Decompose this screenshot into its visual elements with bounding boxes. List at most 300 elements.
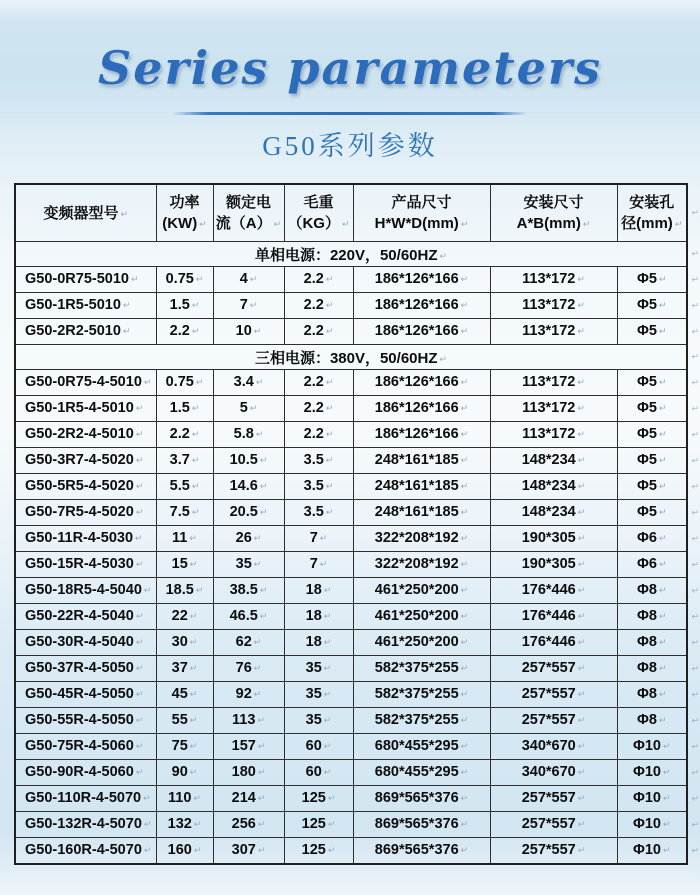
value-cell: 18 ↵: [284, 604, 353, 630]
value-cell: 157 ↵: [213, 734, 284, 760]
value-cell: 26 ↵: [213, 526, 284, 552]
table-row: [15, 786, 687, 812]
value-cell: 1.5 ↵: [156, 396, 213, 422]
cell-return-mark: ↵: [460, 377, 469, 387]
cell-return-mark: ↵: [195, 585, 204, 595]
value-cell: Φ10 ↵ ↵: [617, 786, 687, 812]
cell-return-mark: ↵: [460, 819, 469, 829]
value-cell: 1.5 ↵: [156, 293, 213, 319]
cell-return-mark: ↵: [577, 274, 585, 284]
cell-return-mark: ↵: [577, 300, 585, 310]
value-cell: 176*446 ↵: [490, 578, 617, 604]
cell-return-mark: ↵: [577, 819, 586, 829]
value-cell: 38.5 ↵: [213, 578, 284, 604]
cell-return-mark: ↵: [325, 300, 334, 310]
value-cell: 148*234 ↵: [490, 474, 617, 500]
table-row: [15, 526, 687, 552]
cell-return-mark: ↵: [189, 559, 198, 569]
value-cell: 2.2 ↵: [284, 370, 353, 396]
row-end-mark: ↵: [691, 403, 699, 413]
column-header: 毛重 （KG） ↵: [284, 184, 353, 242]
model-cell: G50-1R5-5010 ↵: [15, 293, 156, 319]
cell-return-mark: ↵: [259, 611, 268, 621]
row-end-mark: ↵: [691, 559, 699, 569]
cell-return-mark: ↵: [191, 326, 200, 336]
cell-return-mark: ↵: [439, 353, 448, 364]
value-cell: 2.2 ↵: [284, 422, 353, 448]
value-cell: 3.7 ↵: [156, 448, 213, 474]
row-end-mark: ↵: [691, 611, 699, 621]
column-header: 变频器型号 ↵: [15, 184, 156, 242]
cell-return-mark: ↵: [658, 559, 667, 569]
cell-return-mark: ↵: [259, 507, 268, 517]
value-cell: 125 ↵: [284, 838, 353, 865]
cell-return-mark: ↵: [135, 663, 144, 673]
cell-return-mark: ↵: [131, 274, 139, 284]
value-cell: 37 ↵: [156, 656, 213, 682]
value-cell: 186*126*166 ↵: [353, 396, 490, 422]
cell-return-mark: ↵: [323, 715, 332, 725]
cell-return-mark: ↵: [135, 455, 144, 465]
value-cell: 62 ↵: [213, 630, 284, 656]
value-cell: 60 ↵: [284, 760, 353, 786]
value-cell: 148*234 ↵: [490, 448, 617, 474]
value-cell: 75 ↵: [156, 734, 213, 760]
cell-return-mark: ↵: [577, 377, 585, 387]
value-cell: Φ6 ↵ ↵: [617, 526, 687, 552]
model-cell: G50-0R75-5010 ↵: [15, 267, 156, 293]
cell-return-mark: ↵: [674, 219, 683, 229]
model-cell: G50-160R-4-5070 ↵: [15, 838, 156, 865]
value-cell: 307 ↵: [213, 838, 284, 865]
cell-return-mark: ↵: [460, 559, 469, 569]
cell-return-mark: ↵: [460, 219, 469, 229]
model-cell: G50-1R5-4-5010 ↵: [15, 396, 156, 422]
table-row: [15, 578, 687, 604]
value-cell: 125 ↵: [284, 786, 353, 812]
cell-return-mark: ↵: [253, 533, 262, 543]
model-cell: G50-75R-4-5060 ↵: [15, 734, 156, 760]
cell-return-mark: ↵: [577, 637, 586, 647]
cell-return-mark: ↵: [195, 377, 204, 387]
value-cell: Φ8 ↵ ↵: [617, 604, 687, 630]
value-cell: 113*172 ↵: [490, 319, 617, 345]
table-row: [15, 396, 687, 422]
value-cell: 582*375*255 ↵: [353, 708, 490, 734]
cell-return-mark: ↵: [577, 455, 586, 465]
value-cell: 869*565*376 ↵: [353, 786, 490, 812]
value-cell: 7 ↵: [284, 552, 353, 578]
cell-return-mark: ↵: [460, 274, 469, 284]
model-cell: G50-55R-4-5050 ↵: [15, 708, 156, 734]
table-row: [15, 708, 687, 734]
cell-return-mark: ↵: [658, 274, 667, 284]
value-cell: Φ5 ↵ ↵: [617, 474, 687, 500]
cell-return-mark: ↵: [189, 689, 198, 699]
cell-return-mark: ↵: [193, 819, 202, 829]
value-cell: 132 ↵: [156, 812, 213, 838]
value-cell: 186*126*166 ↵: [353, 422, 490, 448]
model-cell: G50-11R-4-5030 ↵: [15, 526, 156, 552]
cell-return-mark: ↵: [460, 637, 469, 647]
row-end-mark: ↵: [691, 585, 699, 595]
cell-return-mark: ↵: [460, 767, 469, 777]
cell-return-mark: ↵: [189, 611, 198, 621]
value-cell: 4 ↵: [213, 267, 284, 293]
value-cell: 35 ↵: [284, 682, 353, 708]
value-cell: 680*455*295 ↵: [353, 734, 490, 760]
value-cell: 248*161*185 ↵: [353, 500, 490, 526]
value-cell: Φ8 ↵ ↵: [617, 708, 687, 734]
cell-return-mark: ↵: [577, 429, 585, 439]
value-cell: 35 ↵: [284, 708, 353, 734]
value-cell: 322*208*192 ↵: [353, 552, 490, 578]
value-cell: 248*161*185 ↵: [353, 474, 490, 500]
value-cell: 35 ↵: [213, 552, 284, 578]
value-cell: 869*565*376 ↵: [353, 838, 490, 865]
value-cell: 869*565*376 ↵: [353, 812, 490, 838]
section-header-row: [15, 345, 687, 370]
value-cell: 257*557 ↵: [490, 708, 617, 734]
cell-return-mark: ↵: [193, 793, 201, 803]
cell-return-mark: ↵: [319, 559, 328, 569]
cell-return-mark: ↵: [658, 611, 667, 621]
cell-return-mark: ↵: [259, 585, 268, 595]
cell-return-mark: ↵: [143, 585, 152, 595]
cell-return-mark: ↵: [460, 326, 469, 336]
value-cell: 0.75 ↵: [156, 267, 213, 293]
value-cell: 11 ↵: [156, 526, 213, 552]
value-cell: 2.2 ↵: [284, 293, 353, 319]
table-row: [15, 500, 687, 526]
value-cell: 35 ↵: [284, 656, 353, 682]
value-cell: 7 ↵: [284, 526, 353, 552]
cell-return-mark: ↵: [122, 326, 131, 336]
table-header-row: [15, 184, 687, 242]
cell-return-mark: ↵: [577, 585, 586, 595]
cell-return-mark: ↵: [460, 429, 469, 439]
spec-table-container: [14, 183, 699, 865]
cell-return-mark: ↵: [460, 455, 469, 465]
value-cell: 2.2 ↵: [284, 267, 353, 293]
cell-return-mark: ↵: [135, 559, 144, 569]
cell-return-mark: ↵: [143, 819, 152, 829]
cell-return-mark: ↵: [577, 559, 586, 569]
cell-return-mark: ↵: [323, 611, 332, 621]
value-cell: 176*446 ↵: [490, 630, 617, 656]
cell-return-mark: ↵: [257, 819, 266, 829]
cell-return-mark: ↵: [249, 300, 258, 310]
cell-return-mark: ↵: [253, 326, 262, 336]
cell-return-mark: ↵: [460, 689, 469, 699]
cell-return-mark: ↵: [135, 741, 144, 751]
row-end-mark: ↵: [691, 793, 699, 803]
row-end-mark: ↵: [691, 429, 699, 439]
cell-return-mark: ↵: [189, 715, 198, 725]
cell-return-mark: ↵: [255, 377, 264, 387]
value-cell: 10.5 ↵: [213, 448, 284, 474]
cell-return-mark: ↵: [323, 767, 332, 777]
value-cell: 2.2 ↵: [156, 319, 213, 345]
value-cell: 113*172 ↵: [490, 422, 617, 448]
cell-return-mark: ↵: [193, 845, 202, 855]
value-cell: 18.5 ↵: [156, 578, 213, 604]
cell-return-mark: ↵: [135, 507, 144, 517]
section-title: 单相电源：220V，50/60HZ ↵ ↵: [15, 242, 687, 267]
value-cell: 5 ↵: [213, 396, 284, 422]
value-cell: 582*375*255 ↵: [353, 656, 490, 682]
table-row: [15, 293, 687, 319]
cell-return-mark: ↵: [658, 377, 667, 387]
cell-return-mark: ↵: [191, 403, 200, 413]
table-row: [15, 319, 687, 345]
value-cell: 2.2 ↵: [284, 396, 353, 422]
row-end-mark: ↵: [691, 767, 699, 777]
table-row: [15, 630, 687, 656]
cell-return-mark: ↵: [658, 637, 667, 647]
value-cell: Φ8 ↵ ↵: [617, 578, 687, 604]
value-cell: 30 ↵: [156, 630, 213, 656]
value-cell: 680*455*295 ↵: [353, 760, 490, 786]
cell-return-mark: ↵: [460, 741, 469, 751]
value-cell: 5.5 ↵: [156, 474, 213, 500]
value-cell: Φ10 ↵ ↵: [617, 812, 687, 838]
cell-return-mark: ↵: [460, 300, 469, 310]
cell-return-mark: ↵: [191, 300, 200, 310]
cell-return-mark: ↵: [658, 533, 667, 543]
value-cell: 90 ↵: [156, 760, 213, 786]
row-end-mark: ↵: [691, 351, 699, 362]
cell-return-mark: ↵: [460, 715, 469, 725]
cell-return-mark: ↵: [257, 715, 265, 725]
cell-return-mark: ↵: [135, 533, 143, 543]
value-cell: 582*375*255 ↵: [353, 682, 490, 708]
cell-return-mark: ↵: [327, 845, 336, 855]
table-row: [15, 812, 687, 838]
cell-return-mark: ↵: [577, 689, 586, 699]
cell-return-mark: ↵: [323, 637, 332, 647]
row-end-mark: ↵: [691, 689, 699, 699]
cell-return-mark: ↵: [191, 455, 200, 465]
value-cell: 92 ↵: [213, 682, 284, 708]
model-cell: G50-2R2-5010 ↵: [15, 319, 156, 345]
row-end-mark: ↵: [691, 715, 699, 725]
page-header: [0, 0, 700, 163]
cell-return-mark: ↵: [341, 219, 350, 229]
cell-return-mark: ↵: [460, 403, 469, 413]
cell-return-mark: ↵: [135, 637, 144, 647]
value-cell: 2.2 ↵: [284, 319, 353, 345]
value-cell: 60 ↵: [284, 734, 353, 760]
value-cell: 148*234 ↵: [490, 500, 617, 526]
value-cell: 256 ↵: [213, 812, 284, 838]
cell-return-mark: ↵: [662, 819, 671, 829]
value-cell: Φ5 ↵ ↵: [617, 500, 687, 526]
value-cell: 180 ↵: [213, 760, 284, 786]
value-cell: 190*305 ↵: [490, 526, 617, 552]
model-cell: G50-45R-4-5050 ↵: [15, 682, 156, 708]
value-cell: 15 ↵: [156, 552, 213, 578]
cell-return-mark: ↵: [658, 715, 667, 725]
value-cell: 113*172 ↵: [490, 370, 617, 396]
cell-return-mark: ↵: [658, 481, 667, 491]
page-title: G50系列参数: [262, 131, 438, 161]
model-cell: G50-0R75-4-5010 ↵: [15, 370, 156, 396]
row-end-mark: ↵: [691, 663, 699, 673]
value-cell: 20.5 ↵: [213, 500, 284, 526]
cell-return-mark: ↵: [662, 767, 671, 777]
model-cell: G50-110R-4-5070 ↵: [15, 786, 156, 812]
cell-return-mark: ↵: [325, 403, 334, 413]
cell-return-mark: ↵: [582, 219, 591, 229]
model-cell: G50-22R-4-5040 ↵: [15, 604, 156, 630]
value-cell: 257*557 ↵: [490, 838, 617, 865]
row-end-mark: ↵: [691, 248, 699, 259]
cell-return-mark: ↵: [577, 663, 586, 673]
table-row: [15, 838, 687, 865]
cell-return-mark: ↵: [189, 637, 198, 647]
cell-return-mark: ↵: [662, 845, 671, 855]
value-cell: 186*126*166 ↵: [353, 319, 490, 345]
table-row: [15, 682, 687, 708]
row-end-mark: ↵: [691, 481, 699, 491]
value-cell: Φ5 ↵ ↵: [617, 293, 687, 319]
cell-return-mark: ↵: [325, 429, 334, 439]
column-header: 安装尺寸 A*B(mm) ↵: [490, 184, 617, 242]
model-cell: G50-132R-4-5070 ↵: [15, 812, 156, 838]
table-row: [15, 734, 687, 760]
value-cell: 113*172 ↵: [490, 293, 617, 319]
value-cell: Φ5 ↵ ↵: [617, 448, 687, 474]
value-cell: 7 ↵: [213, 293, 284, 319]
cell-return-mark: ↵: [327, 819, 336, 829]
cell-return-mark: ↵: [255, 429, 264, 439]
row-end-mark: ↵: [691, 377, 699, 387]
cell-return-mark: ↵: [319, 533, 328, 543]
value-cell: Φ8 ↵ ↵: [617, 656, 687, 682]
row-end-mark: ↵: [691, 819, 699, 829]
table-row: [15, 552, 687, 578]
value-cell: 3.4 ↵: [213, 370, 284, 396]
column-header: 功率 (KW) ↵: [156, 184, 213, 242]
value-cell: 461*250*200 ↵: [353, 578, 490, 604]
series-parameters-script-title: Series parameters: [98, 41, 602, 95]
model-cell: G50-2R2-4-5010 ↵: [15, 422, 156, 448]
cell-return-mark: ↵: [249, 274, 258, 284]
table-row: [15, 656, 687, 682]
row-end-mark: ↵: [691, 274, 699, 284]
value-cell: 55 ↵: [156, 708, 213, 734]
cell-return-mark: ↵: [323, 663, 332, 673]
cell-return-mark: ↵: [189, 533, 197, 543]
cell-return-mark: ↵: [253, 689, 262, 699]
cell-return-mark: ↵: [658, 455, 667, 465]
value-cell: 160 ↵: [156, 838, 213, 865]
cell-return-mark: ↵: [658, 507, 667, 517]
value-cell: 22 ↵: [156, 604, 213, 630]
row-end-mark: ↵: [691, 207, 699, 218]
cell-return-mark: ↵: [191, 507, 200, 517]
row-end-mark: ↵: [691, 637, 699, 647]
value-cell: 2.2 ↵: [156, 422, 213, 448]
cell-return-mark: ↵: [249, 403, 258, 413]
cell-return-mark: ↵: [257, 845, 266, 855]
cell-return-mark: ↵: [253, 559, 262, 569]
cell-return-mark: ↵: [135, 689, 144, 699]
cell-return-mark: ↵: [325, 455, 334, 465]
value-cell: 176*446 ↵: [490, 604, 617, 630]
table-row: [15, 370, 687, 396]
value-cell: 18 ↵: [284, 578, 353, 604]
header-divider: [172, 112, 528, 115]
cell-return-mark: ↵: [460, 663, 469, 673]
cell-return-mark: ↵: [658, 689, 667, 699]
model-cell: G50-15R-4-5030 ↵: [15, 552, 156, 578]
value-cell: 0.75 ↵: [156, 370, 213, 396]
row-end-mark: ↵: [691, 845, 699, 855]
value-cell: Φ10 ↵ ↵: [617, 760, 687, 786]
cell-return-mark: ↵: [577, 533, 586, 543]
cell-return-mark: ↵: [257, 741, 266, 751]
cell-return-mark: ↵: [189, 741, 198, 751]
value-cell: 340*670 ↵: [490, 760, 617, 786]
cell-return-mark: ↵: [253, 637, 262, 647]
row-end-mark: ↵: [691, 326, 699, 336]
cell-return-mark: ↵: [135, 611, 144, 621]
table-row: [15, 267, 687, 293]
cell-return-mark: ↵: [257, 793, 266, 803]
value-cell: Φ5 ↵ ↵: [617, 396, 687, 422]
cell-return-mark: ↵: [662, 741, 671, 751]
column-header: 产品尺寸 H*W*D(mm) ↵: [353, 184, 490, 242]
cell-return-mark: ↵: [577, 793, 586, 803]
value-cell: 113 ↵: [213, 708, 284, 734]
value-cell: 257*557 ↵: [490, 682, 617, 708]
cell-return-mark: ↵: [460, 793, 469, 803]
cell-return-mark: ↵: [135, 715, 144, 725]
cell-return-mark: ↵: [259, 455, 268, 465]
row-end-mark: ↵: [691, 741, 699, 751]
row-end-mark: ↵: [691, 507, 699, 517]
value-cell: 110 ↵: [156, 786, 213, 812]
model-cell: G50-37R-4-5050 ↵: [15, 656, 156, 682]
model-cell: G50-30R-4-5040 ↵: [15, 630, 156, 656]
value-cell: Φ8 ↵ ↵: [617, 630, 687, 656]
cell-return-mark: ↵: [658, 403, 667, 413]
cell-return-mark: ↵: [195, 274, 204, 284]
cell-return-mark: ↵: [143, 845, 152, 855]
cell-return-mark: ↵: [120, 208, 129, 219]
cell-return-mark: ↵: [323, 741, 332, 751]
cell-return-mark: ↵: [323, 585, 332, 595]
cell-return-mark: ↵: [577, 741, 586, 751]
model-cell: G50-18R5-4-5040 ↵: [15, 578, 156, 604]
spec-table: [14, 183, 699, 865]
cell-return-mark: ↵: [135, 429, 144, 439]
cell-return-mark: ↵: [658, 663, 667, 673]
cell-return-mark: ↵: [325, 507, 334, 517]
value-cell: 3.5 ↵: [284, 474, 353, 500]
cell-return-mark: ↵: [325, 326, 334, 336]
value-cell: 113*172 ↵: [490, 267, 617, 293]
value-cell: 3.5 ↵: [284, 500, 353, 526]
cell-return-mark: ↵: [257, 767, 266, 777]
row-end-mark: ↵: [691, 300, 699, 310]
section-title: 三相电源：380V，50/60HZ ↵ ↵: [15, 345, 687, 370]
value-cell: 461*250*200 ↵: [353, 630, 490, 656]
value-cell: 7.5 ↵: [156, 500, 213, 526]
table-row: [15, 604, 687, 630]
